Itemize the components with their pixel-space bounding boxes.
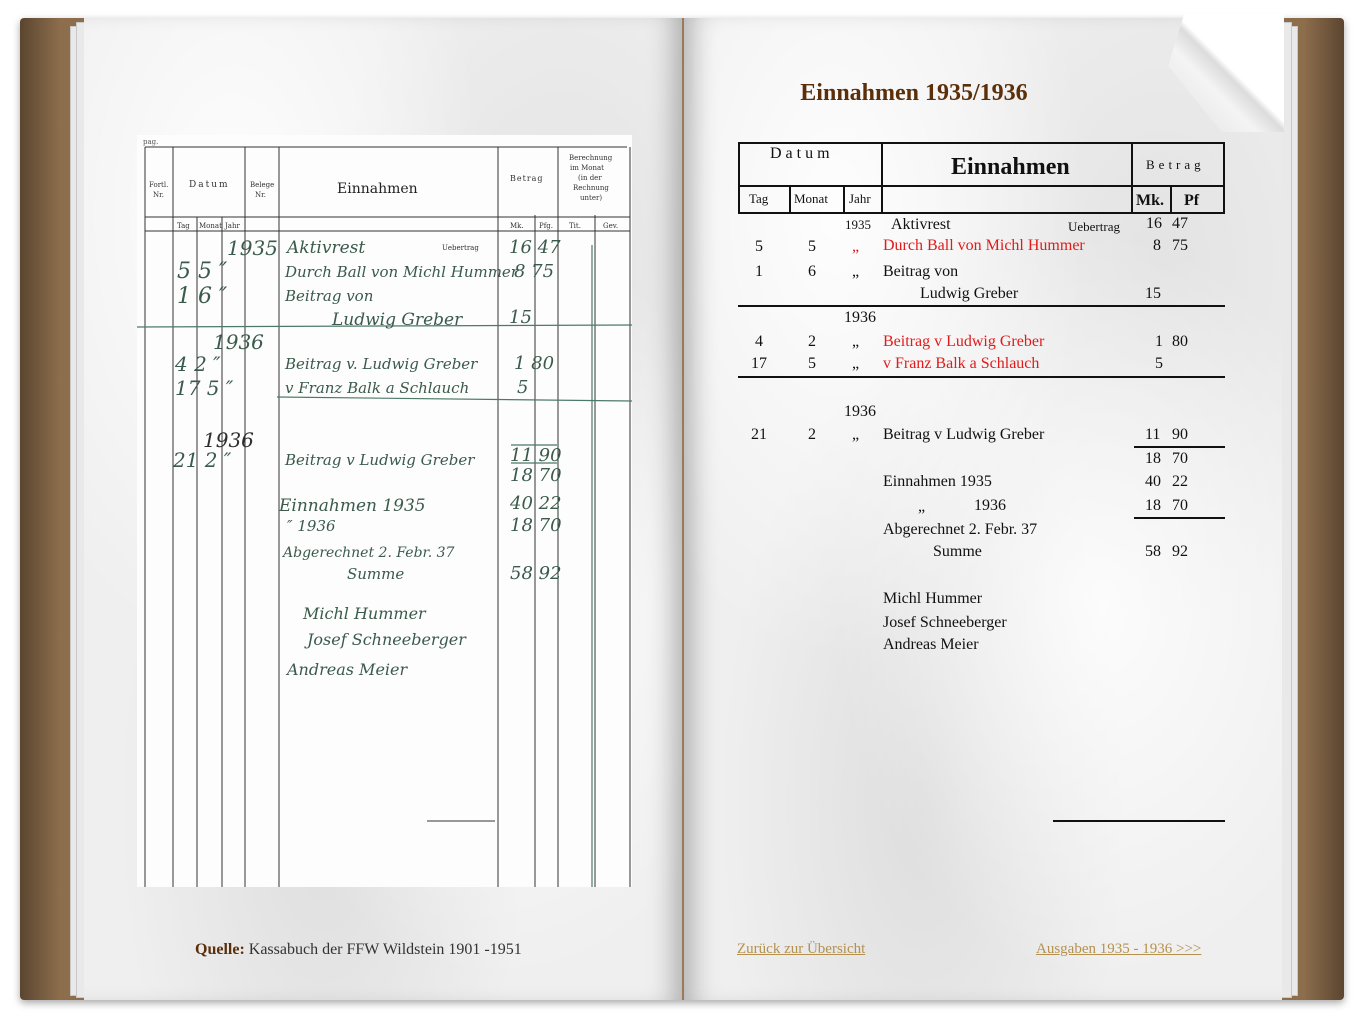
svg-text:18 70: 18 70 xyxy=(510,515,562,536)
svg-text:40 22: 40 22 xyxy=(510,493,562,514)
r3-monat: 6 xyxy=(808,263,816,280)
r2-pf: 75 xyxy=(1172,237,1188,254)
r6-monat: 2 xyxy=(808,426,816,443)
scan-h-ber1: Berechnung xyxy=(569,154,613,162)
abgerechnet-text: Abgerechnet 2. Febr. 37 xyxy=(883,521,1038,538)
e36-pf: 70 xyxy=(1172,497,1188,514)
r1-pf: 47 xyxy=(1172,215,1188,232)
scan-uebertrag: Uebertrag xyxy=(442,244,479,252)
r3b-text: Ludwig Greber xyxy=(920,285,1019,302)
r6-quote: „ xyxy=(852,426,860,443)
scan-h-beleg: Belege xyxy=(250,181,275,189)
scan-h-datum: Datum xyxy=(189,180,230,190)
bottom-rule xyxy=(1053,820,1225,822)
svg-text:″ 1936: ″ 1936 xyxy=(287,517,336,535)
svg-text:Beitrag v. Ludwig Greber: Beitrag v. Ludwig Greber xyxy=(285,355,478,373)
r4-pf: 80 xyxy=(1172,333,1188,350)
r4-monat: 2 xyxy=(808,333,816,350)
ledger-h-pf: Pf xyxy=(1184,192,1200,209)
svg-text:18 70: 18 70 xyxy=(510,465,562,486)
back-to-overview-link[interactable]: Zurück zur Übersicht xyxy=(737,941,866,957)
ledger-h-betrag: Betrag xyxy=(1146,157,1205,172)
svg-text:Josef Schneeberger: Josef Schneeberger xyxy=(307,630,466,649)
svg-text:17 5 ″: 17 5 ″ xyxy=(175,376,234,400)
r2-mk: 8 xyxy=(1153,237,1161,254)
r5-tag: 17 xyxy=(751,355,767,372)
svg-text:Einnahmen 1935: Einnahmen 1935 xyxy=(279,496,426,516)
ledger-h-monat: Monat xyxy=(794,191,828,206)
svg-text:1935: 1935 xyxy=(227,236,278,260)
svg-text:Ludwig Greber: Ludwig Greber xyxy=(332,310,463,330)
ledger-h-datum: Datum xyxy=(770,145,834,162)
svg-text:Andreas Meier: Andreas Meier xyxy=(287,660,408,679)
block2-rule xyxy=(738,376,1225,378)
total-rule xyxy=(1134,517,1225,519)
svg-text:58 92: 58 92 xyxy=(510,563,562,584)
s2-year: 1936 xyxy=(844,309,876,326)
next-page-link[interactable]: Ausgaben 1935 - 1936 >>> xyxy=(1036,941,1202,957)
e35-text: Einnahmen 1935 xyxy=(883,473,992,490)
svg-text:1 80: 1 80 xyxy=(514,353,555,374)
svg-text:4 2 ″: 4 2 ″ xyxy=(175,352,221,376)
e36-text: 1936 xyxy=(974,497,1006,514)
scan-h-ber2: im Monat xyxy=(570,164,604,172)
svg-text:Aktivrest: Aktivrest xyxy=(287,238,366,258)
summe-pf: 92 xyxy=(1172,543,1188,560)
source-caption xyxy=(195,941,522,959)
page-title: Einnahmen 1935/1936 xyxy=(800,80,1028,106)
r6-text: Beitrag v Ludwig Greber xyxy=(883,426,1045,443)
r3-text: Beitrag von xyxy=(883,263,959,280)
e36-mk: 18 xyxy=(1145,497,1161,514)
signature-3: Andreas Meier xyxy=(883,636,979,653)
scan-h-title: Einnahmen xyxy=(337,181,418,197)
svg-text:11 90: 11 90 xyxy=(510,445,562,466)
svg-text:1936: 1936 xyxy=(203,428,254,452)
e36-quote: „ xyxy=(918,498,926,515)
e35-pf: 22 xyxy=(1172,473,1188,490)
s3-year: 1936 xyxy=(844,403,876,420)
scan-h-nr: Nr. xyxy=(153,191,164,199)
r2-quote: „ xyxy=(852,238,860,255)
signature-2: Josef Schneeberger xyxy=(883,614,1007,631)
r1-uebertrag: Uebertrag xyxy=(1068,219,1120,234)
svg-text:v Franz Balk a Schlauch: v Franz Balk a Schlauch xyxy=(285,379,470,397)
svg-text:8 75: 8 75 xyxy=(514,261,555,282)
header-mk-divider xyxy=(1170,185,1172,214)
r5-mk: 5 xyxy=(1155,355,1163,372)
r3-quote: „ xyxy=(852,263,860,280)
svg-text:Abgerechnet 2. Febr. 37: Abgerechnet 2. Febr. 37 xyxy=(283,545,455,561)
r2-monat: 5 xyxy=(808,238,816,255)
svg-text:Durch Ball von Michl Hummer: Durch Ball von Michl Hummer xyxy=(285,263,518,281)
source-label: Quelle: xyxy=(195,941,245,958)
subtotal-rule xyxy=(1134,446,1225,448)
subtotal-mk: 18 xyxy=(1145,450,1161,467)
svg-text:16 47: 16 47 xyxy=(509,237,561,258)
svg-text:15: 15 xyxy=(509,307,532,328)
ledger-h-jahr: Jahr xyxy=(849,191,871,206)
scan-h-ber3: (in der xyxy=(578,174,602,182)
handwriting-scribble xyxy=(172,236,562,679)
e35-mk: 40 xyxy=(1145,473,1161,490)
ledger-h-einnahmen: Einnahmen xyxy=(951,154,1070,180)
svg-text:1 6 ″: 1 6 ″ xyxy=(177,284,228,309)
ledger-h-mk: Mk. xyxy=(1136,192,1164,209)
r4-mk: 1 xyxy=(1155,333,1163,350)
r5-quote: „ xyxy=(852,355,860,372)
r5-monat: 5 xyxy=(808,355,816,372)
scan-h-mk: Mk. xyxy=(510,222,524,230)
r4-tag: 4 xyxy=(755,333,763,350)
scan-h-beleg-nr: Nr. xyxy=(255,191,266,199)
r3-mk: 15 xyxy=(1145,285,1161,302)
scan-h-tit: Tit. xyxy=(569,222,581,230)
header-einnahmen-sub xyxy=(881,185,1133,214)
r2-tag: 5 xyxy=(755,238,763,255)
header-tag-divider xyxy=(789,185,791,214)
r5-text: v Franz Balk a Schlauch xyxy=(883,355,1040,372)
summe-text: Summe xyxy=(933,543,982,560)
r1-year: 1935 xyxy=(845,217,871,232)
summe-mk: 58 xyxy=(1145,543,1161,560)
scan-h-monat: Monat xyxy=(199,222,222,230)
r6-mk: 11 xyxy=(1145,426,1161,443)
scanned-ledger-image xyxy=(137,135,632,887)
scan-h-ber4: Rechnung xyxy=(573,184,609,192)
ledger-h-tag: Tag xyxy=(749,191,769,206)
r2-text: Durch Ball von Michl Hummer xyxy=(883,237,1085,254)
r4-text: Beitrag v Ludwig Greber xyxy=(883,333,1045,350)
header-monat-divider xyxy=(843,185,845,214)
scan-h-jahr: Jahr xyxy=(225,222,240,230)
ledger-transcription xyxy=(738,142,1225,832)
scan-h-gev: Gev. xyxy=(603,222,619,230)
svg-text:21 2 ″: 21 2 ″ xyxy=(173,448,232,472)
scan-h-pfg: Pfg. xyxy=(539,222,554,230)
r4-quote: „ xyxy=(852,333,860,350)
scan-h-betrag: Betrag xyxy=(510,174,544,183)
svg-text:Michl Hummer: Michl Hummer xyxy=(303,604,426,623)
subtotal-pf: 70 xyxy=(1172,450,1188,467)
svg-text:Beitrag von: Beitrag von xyxy=(285,287,374,305)
block1-rule xyxy=(738,305,1225,307)
source-text: Kassabuch der FFW Wildstein 1901 -1951 xyxy=(248,941,522,958)
scan-h-fortl: Fortl. xyxy=(149,181,169,189)
svg-text:5 5 ″: 5 5 ″ xyxy=(177,259,228,284)
scan-h-tag: Tag xyxy=(177,222,190,230)
r3-tag: 1 xyxy=(755,263,763,280)
r6-pf: 90 xyxy=(1172,426,1188,443)
r6-tag: 21 xyxy=(751,426,767,443)
svg-text:5: 5 xyxy=(517,377,529,398)
r1-mk: 16 xyxy=(1146,215,1162,232)
signature-1: Michl Hummer xyxy=(883,590,983,607)
r1-text: Aktivrest xyxy=(891,216,951,233)
svg-text:Summe: Summe xyxy=(347,565,405,583)
svg-text:Beitrag v Ludwig Greber: Beitrag v Ludwig Greber xyxy=(285,451,475,469)
header-datum-divider xyxy=(738,185,883,187)
scan-h-ber5: unter) xyxy=(580,194,603,202)
scan-pag: pag. xyxy=(143,138,159,146)
svg-text:1936: 1936 xyxy=(213,330,264,354)
